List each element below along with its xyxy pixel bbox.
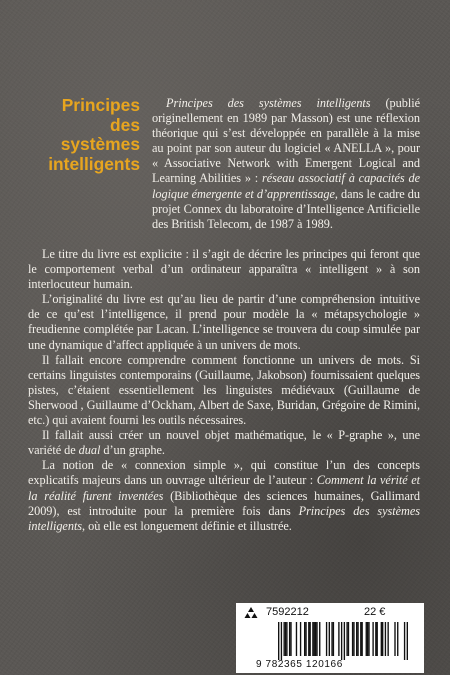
barcode-bar	[377, 622, 378, 656]
barcode-bar	[385, 622, 386, 656]
p5-dual: dual	[78, 443, 101, 458]
p6-text-b: (Bibliothèque des sciences humaines, Gallimard 2009), est introduite pour la première fois dans	[28, 488, 421, 518]
barcode-header	[236, 606, 424, 620]
barcode-bar	[338, 622, 339, 656]
barcode	[278, 622, 408, 660]
title-line-3: intelligents	[48, 153, 140, 174]
barcode-bar	[387, 622, 388, 656]
barcode-bar	[356, 622, 357, 656]
p1-text-a: (publié originellement en 1989 par Masson) est une réflexion théorique qui s’est développée en parallèle à la mise au point par son auteur du logiciel « ANELLA », pour « Associative Network with Emergent Logical and Learning Abilities » :	[152, 96, 420, 186]
book-title	[28, 96, 140, 174]
barcode-bar	[344, 622, 345, 660]
barcode-bar	[286, 622, 287, 656]
paragraph-5	[28, 428, 420, 458]
barcode-bar	[331, 622, 332, 656]
p5-text-a: Il fallait aussi créer un nouvel objet mathématique, le « P-graphe », une variété de	[28, 428, 420, 458]
barcode-bar	[353, 622, 354, 656]
barcode-bar	[308, 622, 309, 656]
barcode-bar	[300, 622, 301, 656]
barcode-bar	[366, 622, 367, 656]
barcode-bar	[309, 622, 310, 656]
p6-this-book: Principes des systèmes intelligents	[28, 503, 420, 533]
barcode-bar	[329, 622, 330, 656]
barcode-bar	[283, 622, 284, 656]
barcode-bar	[352, 622, 353, 656]
paragraph-4: Il fallait encore comprendre comment fonctionne un univers de mots. Si certains linguistes contemporains (Guillaume, Jakobson) fournissaient quelques pistes, c’étaient essentiellement les linguistes médiévaux (Guillaume de Sherwood , Guillaume d’Ockham, Albert de Saxe, Buridan, Grégoire de Rimini, etc.) qui avaient fourni les outils nécessaires.	[28, 352, 420, 428]
barcode-bar	[357, 622, 358, 656]
barcode-bar	[381, 622, 382, 656]
barcode-bar	[333, 622, 334, 656]
barcode-bar	[315, 622, 316, 656]
barcode-panel	[236, 603, 424, 673]
p6-text-c: , où elle est longuement définie et illustrée.	[82, 518, 292, 533]
barcode-bar	[314, 622, 315, 656]
barcode-bar	[367, 622, 368, 656]
publisher-logo-icon	[244, 607, 258, 619]
paragraph-6	[28, 458, 420, 533]
barcode-bar	[407, 622, 408, 660]
barcode-bar	[397, 622, 398, 656]
barcode-bar	[319, 622, 320, 656]
barcode-bar	[304, 622, 305, 656]
p5-text-b: d’un graphe.	[100, 443, 165, 458]
barcode-bar	[361, 622, 362, 656]
price: 22 €	[364, 606, 386, 618]
barcode-bar	[372, 622, 373, 656]
barcode-bar	[316, 622, 317, 656]
barcode-bar	[305, 622, 306, 656]
barcode-bar	[382, 622, 383, 656]
barcode-bar	[404, 622, 405, 660]
barcode-bar	[312, 622, 313, 656]
title-line-2: des systèmes	[60, 114, 140, 154]
paragraph-1	[152, 96, 420, 232]
barcode-bar	[346, 622, 347, 656]
barcode-bar	[281, 622, 282, 660]
barcode-bar	[360, 622, 361, 656]
barcode-bar	[285, 622, 286, 656]
isbn-digits: 9 782365 120166	[256, 659, 343, 670]
p1-book-title: Principes des systèmes intelligents	[166, 96, 371, 110]
reference-number: 7592212	[266, 606, 309, 618]
p6-later-book: Comment la vérité et la réalité furent inventées	[28, 473, 420, 503]
barcode-bar	[348, 622, 349, 656]
p1-text-b: , dans le cadre du projet Connex du laboratoire d’Intelligence Artificielle des British Telecom, de 1987 à 1989.	[152, 186, 420, 231]
barcode-bar	[289, 622, 290, 656]
paragraph-2: Le titre du livre est explicite : il s’agit de décrire les principes qui feront que le comportement verbal d’un ordinateur apparaîtra « intelligent » à son interlocuteur humain.	[28, 247, 420, 292]
body-block	[28, 247, 420, 534]
barcode-bar	[341, 622, 342, 660]
title-line-1: Principes	[61, 95, 140, 115]
barcode-bar	[375, 622, 376, 656]
barcode-bar	[326, 622, 327, 656]
barcode-bar	[290, 622, 291, 656]
barcode-bar	[296, 622, 297, 656]
p6-text-a: La notion de « connexion simple », qui constitue l’un des concepts explicatifs majeurs dans un ouvrage ultérieur de l’auteur :	[28, 458, 420, 488]
paragraph-3: L’originalité du livre est qu’au lieu de partir d’une compréhension intuitive de ce qu’est l’intelligence, il prend pour modèle la « métapsychologie » freudienne complétée par Lacan. L’intelligence se trouvera du coup simulée par une dynamique d’affect appliquée à un univers de mots.	[28, 292, 420, 352]
barcode-bar	[278, 622, 279, 660]
barcode-bar	[368, 622, 369, 656]
barcode-bar	[394, 622, 395, 656]
p1-translation: réseau associatif à capacités de logique émergente et d’apprentissage	[152, 171, 420, 201]
intro-block	[152, 96, 420, 232]
